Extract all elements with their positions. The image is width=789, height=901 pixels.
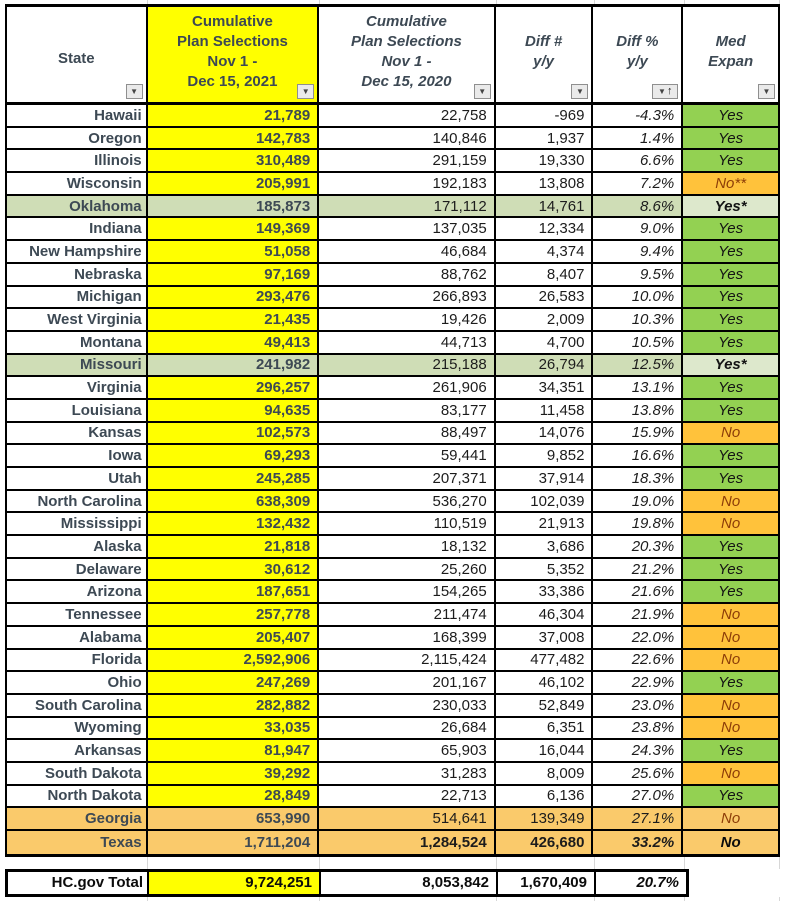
table-row bbox=[7, 355, 778, 378]
table-row bbox=[7, 400, 778, 423]
selections-2020-cell[interactable]: 2,115,424 bbox=[319, 650, 496, 671]
med-expan-cell[interactable]: Yes bbox=[683, 786, 778, 807]
table-row bbox=[7, 309, 778, 332]
state-cell[interactable]: Wyoming bbox=[7, 718, 148, 739]
table-row bbox=[7, 627, 778, 650]
table-row bbox=[7, 241, 778, 264]
diff-percent-cell[interactable]: 15.9% bbox=[593, 423, 683, 444]
bottom-margin-gridlines bbox=[0, 897, 789, 901]
selections-2021-cell[interactable]: 293,476 bbox=[148, 287, 320, 308]
table-row bbox=[7, 105, 778, 128]
table-row bbox=[7, 604, 778, 627]
table-row bbox=[7, 808, 778, 831]
selections-2020-cell[interactable]: 140,846 bbox=[319, 128, 496, 149]
table-row bbox=[7, 218, 778, 241]
selections-2020-cell[interactable]: 168,399 bbox=[319, 627, 496, 648]
selections-2021-cell[interactable]: 247,269 bbox=[148, 672, 320, 693]
diff-number-cell[interactable]: 46,102 bbox=[496, 672, 594, 693]
selections-2020-cell[interactable]: 230,033 bbox=[319, 695, 496, 716]
selections-2020-cell[interactable]: 291,159 bbox=[319, 150, 496, 171]
diff-number-cell[interactable]: 8,009 bbox=[496, 763, 594, 784]
selections-2021-cell[interactable]: 21,435 bbox=[148, 309, 320, 330]
diff-number-cell[interactable]: 14,761 bbox=[496, 196, 594, 217]
selections-2021-cell[interactable]: 21,789 bbox=[148, 105, 320, 126]
diff-number-cell[interactable]: 426,680 bbox=[496, 831, 594, 854]
med-expan-cell[interactable]: Yes bbox=[683, 332, 778, 353]
diff-percent-cell[interactable]: 22.0% bbox=[593, 627, 683, 648]
selections-2021-cell[interactable]: 241,982 bbox=[148, 355, 320, 376]
selections-2020-cell[interactable]: 171,112 bbox=[319, 196, 496, 217]
med-expan-cell[interactable]: Yes bbox=[683, 672, 778, 693]
selections-2021-cell[interactable]: 142,783 bbox=[148, 128, 320, 149]
diff-number-cell[interactable]: 26,583 bbox=[496, 287, 594, 308]
table-row bbox=[7, 831, 778, 854]
diff-percent-cell[interactable]: 13.8% bbox=[593, 400, 683, 421]
selections-2020-cell[interactable]: 46,684 bbox=[319, 241, 496, 262]
diff-number-cell[interactable]: 2,009 bbox=[496, 309, 594, 330]
diff-percent-cell[interactable]: 22.6% bbox=[593, 650, 683, 671]
diff-percent-cell[interactable]: 18.3% bbox=[593, 468, 683, 489]
diff-percent-cell[interactable]: 20.3% bbox=[593, 536, 683, 557]
total-selections-2021-cell[interactable]: 9,724,251 bbox=[149, 872, 321, 894]
selections-2020-cell[interactable]: 18,132 bbox=[319, 536, 496, 557]
diff-number-cell[interactable]: 477,482 bbox=[496, 650, 594, 671]
med-expan-cell[interactable]: Yes bbox=[683, 287, 778, 308]
med-expan-cell[interactable]: Yes bbox=[683, 105, 778, 126]
med-expan-cell[interactable]: Yes bbox=[683, 377, 778, 398]
med-expan-cell[interactable]: Yes bbox=[683, 581, 778, 602]
diff-percent-cell[interactable]: 33.2% bbox=[593, 831, 683, 854]
state-cell[interactable]: Florida bbox=[7, 650, 148, 671]
selections-2020-cell[interactable]: 59,441 bbox=[319, 445, 496, 466]
table-row bbox=[7, 491, 778, 514]
filter-dropdown-icon[interactable]: ▼ bbox=[571, 84, 588, 99]
selections-2020-cell[interactable]: 514,641 bbox=[319, 808, 496, 829]
diff-percent-cell[interactable]: 23.8% bbox=[593, 718, 683, 739]
selections-2020-cell[interactable]: 207,371 bbox=[319, 468, 496, 489]
diff-percent-cell[interactable]: 21.9% bbox=[593, 604, 683, 625]
selections-2020-cell[interactable]: 65,903 bbox=[319, 740, 496, 761]
filter-dropdown-icon: ▼ bbox=[658, 86, 666, 96]
table-row bbox=[7, 763, 778, 786]
selections-2021-cell[interactable]: 310,489 bbox=[148, 150, 320, 171]
diff-percent-cell[interactable]: 27.0% bbox=[593, 786, 683, 807]
selections-2020-cell[interactable]: 110,519 bbox=[319, 513, 496, 534]
table-row bbox=[7, 581, 778, 604]
selections-2021-cell[interactable]: 21,818 bbox=[148, 536, 320, 557]
diff-percent-cell[interactable]: 19.8% bbox=[593, 513, 683, 534]
selections-2021-cell[interactable]: 149,369 bbox=[148, 218, 320, 239]
table-row bbox=[7, 445, 778, 468]
diff-number-cell[interactable]: 8,407 bbox=[496, 264, 594, 285]
diff-number-cell[interactable]: 21,913 bbox=[496, 513, 594, 534]
selections-2021-cell[interactable]: 132,432 bbox=[148, 513, 320, 534]
table-row bbox=[7, 287, 778, 310]
diff-number-cell[interactable]: 37,008 bbox=[496, 627, 594, 648]
table-body bbox=[7, 105, 778, 854]
diff-percent-cell[interactable]: 9.0% bbox=[593, 218, 683, 239]
med-expan-cell[interactable]: No** bbox=[683, 173, 778, 194]
table-row bbox=[7, 718, 778, 741]
state-cell[interactable]: Missouri bbox=[7, 355, 148, 376]
state-cell[interactable]: Wisconsin bbox=[7, 173, 148, 194]
diff-number-cell[interactable]: 9,852 bbox=[496, 445, 594, 466]
diff-percent-cell[interactable]: 22.9% bbox=[593, 672, 683, 693]
state-cell[interactable]: Ohio bbox=[7, 672, 148, 693]
diff-number-cell[interactable]: 46,304 bbox=[496, 604, 594, 625]
state-cell[interactable]: Oregon bbox=[7, 128, 148, 149]
sort-ascending-arrow-icon: ↑ bbox=[666, 85, 673, 97]
table-row bbox=[7, 128, 778, 151]
state-cell[interactable]: South Carolina bbox=[7, 695, 148, 716]
selections-2021-cell[interactable]: 102,573 bbox=[148, 423, 320, 444]
selections-2020-cell[interactable]: 261,906 bbox=[319, 377, 496, 398]
selections-2020-cell[interactable]: 215,188 bbox=[319, 355, 496, 376]
selections-2021-cell[interactable]: 245,285 bbox=[148, 468, 320, 489]
diff-percent-cell[interactable]: 21.6% bbox=[593, 581, 683, 602]
diff-percent-cell[interactable]: 25.6% bbox=[593, 763, 683, 784]
plan-selections-table bbox=[5, 4, 780, 857]
diff-number-cell[interactable]: 33,386 bbox=[496, 581, 594, 602]
total-row bbox=[8, 872, 686, 894]
header-selections-2021[interactable]: Cumulative Plan Selections Nov 1 - Dec 15, 2021 ▼ bbox=[148, 7, 320, 102]
state-cell[interactable]: Tennessee bbox=[7, 604, 148, 625]
state-cell[interactable]: West Virginia bbox=[7, 309, 148, 330]
diff-percent-cell[interactable]: 7.2% bbox=[593, 173, 683, 194]
state-cell[interactable]: Oklahoma bbox=[7, 196, 148, 217]
diff-percent-cell[interactable]: 16.6% bbox=[593, 445, 683, 466]
diff-number-cell[interactable]: 4,374 bbox=[496, 241, 594, 262]
selections-2020-cell[interactable]: 83,177 bbox=[319, 400, 496, 421]
state-cell[interactable]: South Dakota bbox=[7, 763, 148, 784]
table-row bbox=[7, 468, 778, 491]
total-diff-number-cell[interactable]: 1,670,409 bbox=[498, 872, 596, 894]
table-row bbox=[7, 423, 778, 446]
state-cell[interactable]: Georgia bbox=[7, 808, 148, 829]
selections-2020-cell[interactable]: 211,474 bbox=[319, 604, 496, 625]
selections-2021-cell[interactable]: 33,035 bbox=[148, 718, 320, 739]
diff-number-cell[interactable]: 34,351 bbox=[496, 377, 594, 398]
diff-percent-cell[interactable]: -4.3% bbox=[593, 105, 683, 126]
table-row bbox=[7, 536, 778, 559]
state-cell[interactable]: Arkansas bbox=[7, 740, 148, 761]
state-cell[interactable]: Alaska bbox=[7, 536, 148, 557]
med-expan-cell[interactable]: Yes bbox=[683, 128, 778, 149]
med-expan-cell[interactable]: Yes bbox=[683, 150, 778, 171]
state-cell[interactable]: Montana bbox=[7, 332, 148, 353]
diff-percent-cell[interactable]: 23.0% bbox=[593, 695, 683, 716]
state-cell[interactable]: Alabama bbox=[7, 627, 148, 648]
diff-percent-cell[interactable]: 19.0% bbox=[593, 491, 683, 512]
med-expan-cell[interactable]: Yes bbox=[683, 400, 778, 421]
selections-2021-cell[interactable]: 81,947 bbox=[148, 740, 320, 761]
table-row bbox=[7, 332, 778, 355]
selections-2020-cell[interactable]: 1,284,524 bbox=[319, 831, 496, 854]
state-cell[interactable]: Hawaii bbox=[7, 105, 148, 126]
state-cell[interactable]: North Dakota bbox=[7, 786, 148, 807]
diff-number-cell[interactable]: 1,937 bbox=[496, 128, 594, 149]
diff-number-cell[interactable]: -969 bbox=[496, 105, 594, 126]
diff-number-cell[interactable]: 5,352 bbox=[496, 559, 594, 580]
selections-2021-cell[interactable]: 187,651 bbox=[148, 581, 320, 602]
top-margin-gridlines bbox=[0, 0, 789, 4]
med-expan-cell[interactable]: No bbox=[683, 831, 778, 854]
filter-dropdown-icon[interactable]: ▼ bbox=[297, 84, 314, 99]
selections-2020-cell[interactable]: 26,684 bbox=[319, 718, 496, 739]
selections-2021-cell[interactable]: 97,169 bbox=[148, 264, 320, 285]
med-expan-cell[interactable]: Yes bbox=[683, 536, 778, 557]
selections-2021-cell[interactable]: 94,635 bbox=[148, 400, 320, 421]
diff-number-cell[interactable]: 3,686 bbox=[496, 536, 594, 557]
selections-2021-cell[interactable]: 205,407 bbox=[148, 627, 320, 648]
selections-2021-cell[interactable]: 296,257 bbox=[148, 377, 320, 398]
med-expan-cell[interactable]: Yes bbox=[683, 559, 778, 580]
diff-percent-cell[interactable]: 9.5% bbox=[593, 264, 683, 285]
selections-2021-cell[interactable]: 282,882 bbox=[148, 695, 320, 716]
diff-number-cell[interactable]: 16,044 bbox=[496, 740, 594, 761]
diff-number-cell[interactable]: 19,330 bbox=[496, 150, 594, 171]
diff-percent-cell[interactable]: 1.4% bbox=[593, 128, 683, 149]
table-header-row bbox=[7, 7, 778, 105]
state-cell[interactable]: Illinois bbox=[7, 150, 148, 171]
selections-2020-cell[interactable]: 22,713 bbox=[319, 786, 496, 807]
table-row bbox=[7, 377, 778, 400]
state-cell[interactable]: Kansas bbox=[7, 423, 148, 444]
diff-number-cell[interactable]: 52,849 bbox=[496, 695, 594, 716]
selections-2020-cell[interactable]: 266,893 bbox=[319, 287, 496, 308]
diff-number-cell[interactable]: 13,808 bbox=[496, 173, 594, 194]
diff-percent-cell[interactable]: 10.5% bbox=[593, 332, 683, 353]
filter-sorted-ascending-icon[interactable] bbox=[652, 84, 678, 99]
selections-2021-cell[interactable]: 2,592,906 bbox=[148, 650, 320, 671]
total-diff-percent-cell[interactable]: 20.7% bbox=[636, 874, 679, 892]
diff-percent-cell[interactable]: 9.4% bbox=[593, 241, 683, 262]
selections-2021-cell[interactable]: 30,612 bbox=[148, 559, 320, 580]
selections-2021-cell[interactable]: 49,413 bbox=[148, 332, 320, 353]
diff-percent-cell[interactable]: 13.1% bbox=[593, 377, 683, 398]
med-expan-cell[interactable]: No bbox=[683, 627, 778, 648]
diff-number-cell[interactable]: 37,914 bbox=[496, 468, 594, 489]
selections-2021-cell[interactable]: 69,293 bbox=[148, 445, 320, 466]
total-row-table bbox=[5, 869, 689, 897]
med-expan-cell[interactable]: Yes bbox=[683, 264, 778, 285]
med-expan-cell[interactable]: Yes* bbox=[683, 355, 778, 376]
diff-percent-cell[interactable]: 10.3% bbox=[593, 309, 683, 330]
selections-2021-cell[interactable]: 51,058 bbox=[148, 241, 320, 262]
selections-2021-cell[interactable]: 205,991 bbox=[148, 173, 320, 194]
table-row bbox=[7, 196, 778, 219]
table-row bbox=[7, 695, 778, 718]
diff-percent-cell[interactable]: 8.6% bbox=[593, 196, 683, 217]
header-state[interactable] bbox=[7, 7, 148, 102]
selections-2021-cell[interactable]: 638,309 bbox=[148, 491, 320, 512]
filter-dropdown-icon[interactable]: ▼ bbox=[474, 84, 491, 99]
filter-dropdown-icon[interactable]: ▼ bbox=[758, 84, 775, 99]
med-expan-cell[interactable]: Yes bbox=[683, 740, 778, 761]
med-expan-cell[interactable]: Yes bbox=[683, 468, 778, 489]
med-expan-cell[interactable]: No bbox=[683, 718, 778, 739]
selections-2021-cell[interactable]: 185,873 bbox=[148, 196, 320, 217]
med-expan-cell[interactable]: Yes bbox=[683, 241, 778, 262]
diff-percent-cell[interactable]: 24.3% bbox=[593, 740, 683, 761]
selections-2021-cell[interactable]: 1,711,204 bbox=[148, 831, 320, 854]
diff-percent-cell[interactable]: 27.1% bbox=[593, 808, 683, 829]
med-expan-cell[interactable]: Yes bbox=[683, 445, 778, 466]
header-diff-number[interactable]: Diff # y/y ▼ bbox=[496, 7, 594, 102]
state-cell[interactable]: Texas bbox=[7, 831, 148, 854]
table-row bbox=[7, 559, 778, 582]
med-expan-cell[interactable]: No bbox=[683, 650, 778, 671]
state-cell[interactable]: New Hampshire bbox=[7, 241, 148, 262]
selections-2020-cell[interactable]: 31,283 bbox=[319, 763, 496, 784]
table-row bbox=[7, 740, 778, 763]
filter-dropdown-icon[interactable]: ▼ bbox=[126, 84, 143, 99]
selections-2020-cell[interactable]: 25,260 bbox=[319, 559, 496, 580]
diff-number-cell[interactable]: 26,794 bbox=[496, 355, 594, 376]
med-expan-cell[interactable]: No bbox=[683, 423, 778, 444]
state-cell[interactable]: Virginia bbox=[7, 377, 148, 398]
selections-2020-cell[interactable]: 192,183 bbox=[319, 173, 496, 194]
table-row bbox=[7, 150, 778, 173]
gap-row-gridlines bbox=[0, 857, 789, 869]
table-row bbox=[7, 513, 778, 536]
state-cell[interactable]: Indiana bbox=[7, 218, 148, 239]
state-cell[interactable]: Delaware bbox=[7, 559, 148, 580]
diff-percent-cell[interactable]: 10.0% bbox=[593, 287, 683, 308]
diff-number-cell[interactable]: 139,349 bbox=[496, 808, 594, 829]
state-cell[interactable]: North Carolina bbox=[7, 491, 148, 512]
diff-number-cell[interactable]: 102,039 bbox=[496, 491, 594, 512]
med-expan-cell[interactable]: Yes bbox=[683, 218, 778, 239]
selections-2020-cell[interactable]: 44,713 bbox=[319, 332, 496, 353]
header-diff-percent[interactable]: Diff % y/y ▼ ↑ bbox=[593, 7, 683, 102]
med-expan-cell[interactable]: No bbox=[683, 491, 778, 512]
med-expan-cell[interactable]: No bbox=[683, 604, 778, 625]
diff-percent-cell[interactable]: 6.6% bbox=[593, 150, 683, 171]
diff-number-cell[interactable]: 6,136 bbox=[496, 786, 594, 807]
med-expan-cell[interactable]: Yes bbox=[683, 309, 778, 330]
state-cell[interactable]: Mississippi bbox=[7, 513, 148, 534]
table-row bbox=[7, 264, 778, 287]
table-row bbox=[7, 672, 778, 695]
diff-percent-cell[interactable]: 21.2% bbox=[593, 559, 683, 580]
table-row bbox=[7, 786, 778, 809]
header-state-label: State bbox=[57, 49, 95, 67]
state-cell[interactable]: Michigan bbox=[7, 287, 148, 308]
total-selections-2020-cell[interactable]: 8,053,842 bbox=[321, 872, 498, 894]
state-cell[interactable]: Nebraska bbox=[7, 264, 148, 285]
header-med-expan[interactable]: Med Expan ▼ bbox=[683, 7, 778, 102]
header-selections-2020[interactable]: Cumulative Plan Selections Nov 1 - Dec 15, 2020 ▼ bbox=[319, 7, 496, 102]
table-row bbox=[7, 173, 778, 196]
selections-2020-cell[interactable]: 19,426 bbox=[319, 309, 496, 330]
med-expan-cell[interactable]: Yes* bbox=[683, 196, 778, 217]
med-expan-cell[interactable]: No bbox=[683, 763, 778, 784]
selections-2020-cell[interactable]: 22,758 bbox=[319, 105, 496, 126]
diff-number-cell[interactable]: 14,076 bbox=[496, 423, 594, 444]
selections-2021-cell[interactable]: 653,990 bbox=[148, 808, 320, 829]
selections-2020-cell[interactable]: 88,762 bbox=[319, 264, 496, 285]
state-cell[interactable]: Utah bbox=[7, 468, 148, 489]
selections-2021-cell[interactable]: 39,292 bbox=[148, 763, 320, 784]
selections-2020-cell[interactable]: 137,035 bbox=[319, 218, 496, 239]
state-cell[interactable]: Iowa bbox=[7, 445, 148, 466]
total-label-cell[interactable]: HC.gov Total bbox=[8, 872, 149, 894]
selections-2021-cell[interactable]: 28,849 bbox=[148, 786, 320, 807]
selections-2020-cell[interactable]: 536,270 bbox=[319, 491, 496, 512]
med-expan-cell[interactable]: No bbox=[683, 695, 778, 716]
med-expan-cell[interactable]: No bbox=[683, 513, 778, 534]
state-cell[interactable]: Arizona bbox=[7, 581, 148, 602]
table-row bbox=[7, 650, 778, 673]
med-expan-cell[interactable]: No bbox=[683, 808, 778, 829]
diff-percent-cell[interactable]: 12.5% bbox=[593, 355, 683, 376]
diff-number-cell[interactable]: 4,700 bbox=[496, 332, 594, 353]
selections-2020-cell[interactable]: 88,497 bbox=[319, 423, 496, 444]
diff-number-cell[interactable]: 6,351 bbox=[496, 718, 594, 739]
selections-2020-cell[interactable]: 154,265 bbox=[319, 581, 496, 602]
diff-number-cell[interactable]: 12,334 bbox=[496, 218, 594, 239]
selections-2021-cell[interactable]: 257,778 bbox=[148, 604, 320, 625]
diff-number-cell[interactable]: 11,458 bbox=[496, 400, 594, 421]
state-cell[interactable]: Louisiana bbox=[7, 400, 148, 421]
selections-2020-cell[interactable]: 201,167 bbox=[319, 672, 496, 693]
